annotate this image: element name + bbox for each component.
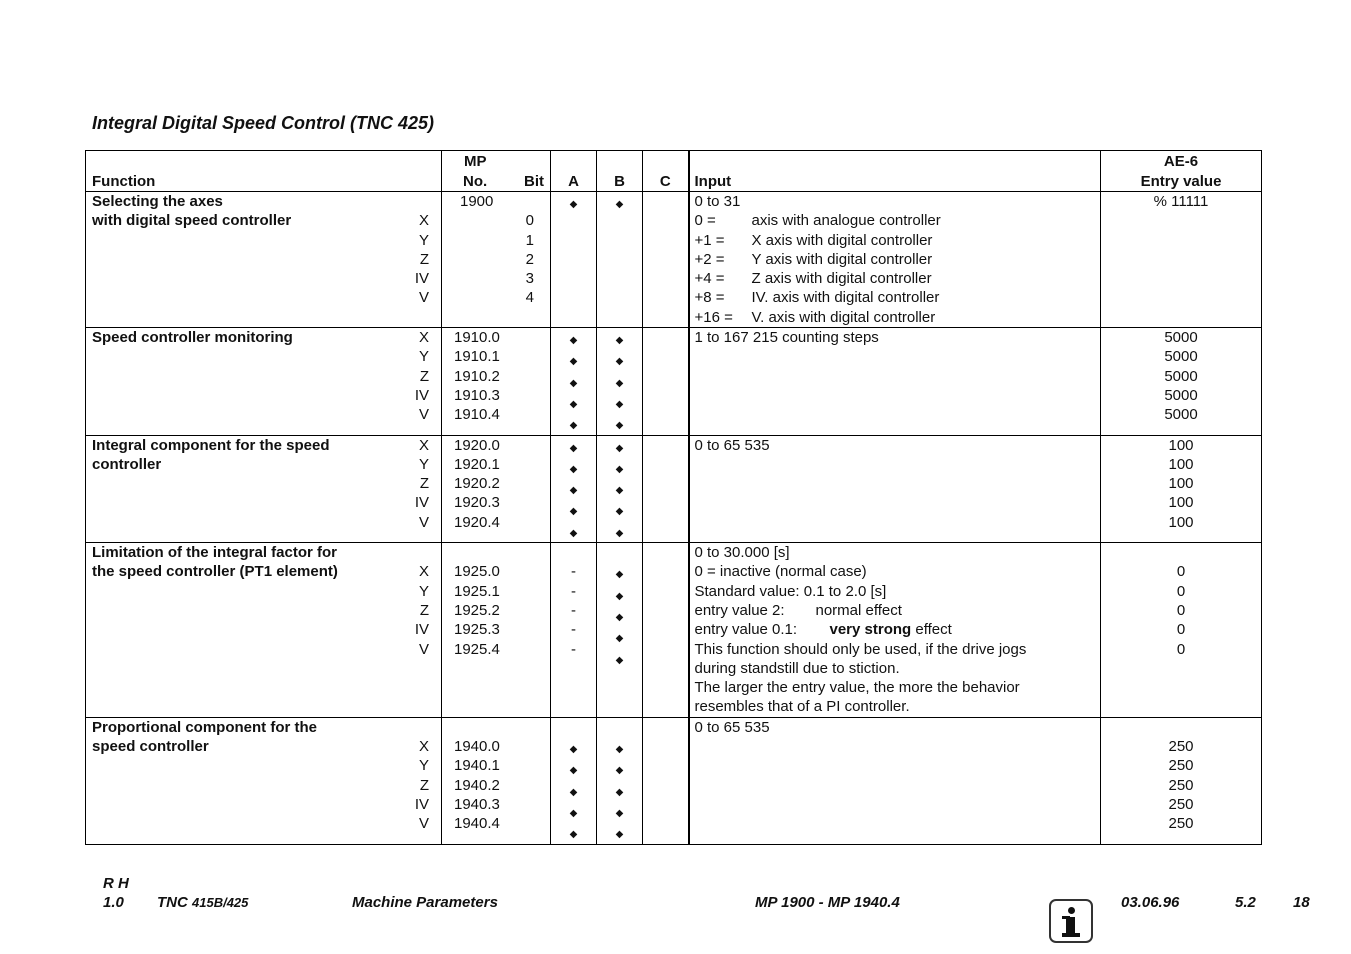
machine-parameter-table (85, 150, 1262, 845)
table-row: Speed controller monitoring X Y Z IV V 1910.0 1910.1 1910.2 1910.3 1910.4 ◆ ◆ ◆ ◆ ◆ ◆ ◆ ◆ ◆ ◆ 1 to 167 215 counting steps 5000 5000 5000 5000 5000 (86, 328, 1262, 435)
footer-date: 03.06.96 (1121, 894, 1180, 911)
axis-list: X Y Z IV V (412, 192, 442, 328)
info-icon (1049, 899, 1093, 943)
footer-model: TNC 415B/425 (157, 894, 249, 911)
header-entry-value: AE-6 Entry value (1101, 151, 1262, 192)
table-row: Integral component for the speed controller X Y Z IV V 1920.0 1920.1 1920.2 1920.3 1920.4 ◆ ◆ ◆ ◆ ◆ ◆ ◆ ◆ ◆ ◆ 0 to 65 535 100 100 100 100 100 (86, 435, 1262, 542)
footer-chapter: 5.2 (1235, 894, 1256, 911)
mp-number-list: 1900 0 1 2 3 4 (442, 192, 551, 328)
footer-rh: R H (103, 875, 129, 892)
footer-page: 18 (1293, 894, 1310, 911)
header-function: Function (86, 151, 412, 192)
table-row: Proportional component for the speed controller X Y Z IV V 1940.0 1940.1 1940.2 1940.3 1940.4 ◆ ◆ ◆ ◆ ◆ ◆ ◆ ◆ ◆ ◆ 0 to 65 535 250 250 250 250 250 (86, 717, 1262, 844)
header-c: C (643, 151, 689, 192)
header-a: A (551, 151, 597, 192)
footer-range: MP 1900 - MP 1940.4 (755, 894, 900, 911)
entry-value: % 11111 (1101, 192, 1262, 328)
table-row: Selecting the axes with digital speed controller X Y Z IV V 1900 0 1 2 3 4 ◆ ◆ 0 to 31 0 = axis with analogue controller +1 = X axis with digital controller +2 = Y axis with digital controller +4 = Z axis with digital controller +8 = IV. axis with digital controller +16 = V. axis with digital controller % 11111 (86, 192, 1262, 328)
table-header-row (86, 151, 1262, 192)
table-row: Limitation of the integral factor for the speed controller (PT1 element) X Y Z IV V 1925.0 1925.1 1925.2 1925.3 1925.4 - - - - - ◆ ◆ ◆ ◆ ◆ 0 to 30.000 [s] 0 = inactive (normal case) Standard value: 0.1 to 2.0 [s] entry value 2: normal effect entry value 0.1: very strong effect This function should only be used, if the drive jogs during standstill due to stiction. The larger the entry value, the more the behavior resembles that of a PI controller. 0 0 0 0 0 (86, 543, 1262, 718)
input-description: 0 to 31 0 = axis with analogue controller +1 = X axis with digital controller +2 = Y axis with digital controller +4 = Z axis with digital controller +8 = IV. axis with digital controller +16 = V. axis with digital controller (689, 192, 1101, 328)
footer-section: Machine Parameters (352, 894, 498, 911)
header-mp: MP No. Bit (442, 151, 551, 192)
footer-version: 1.0 (103, 894, 124, 911)
header-b: B (597, 151, 643, 192)
page-title: Integral Digital Speed Control (TNC 425) (92, 113, 435, 133)
header-input: Input (689, 151, 1101, 192)
